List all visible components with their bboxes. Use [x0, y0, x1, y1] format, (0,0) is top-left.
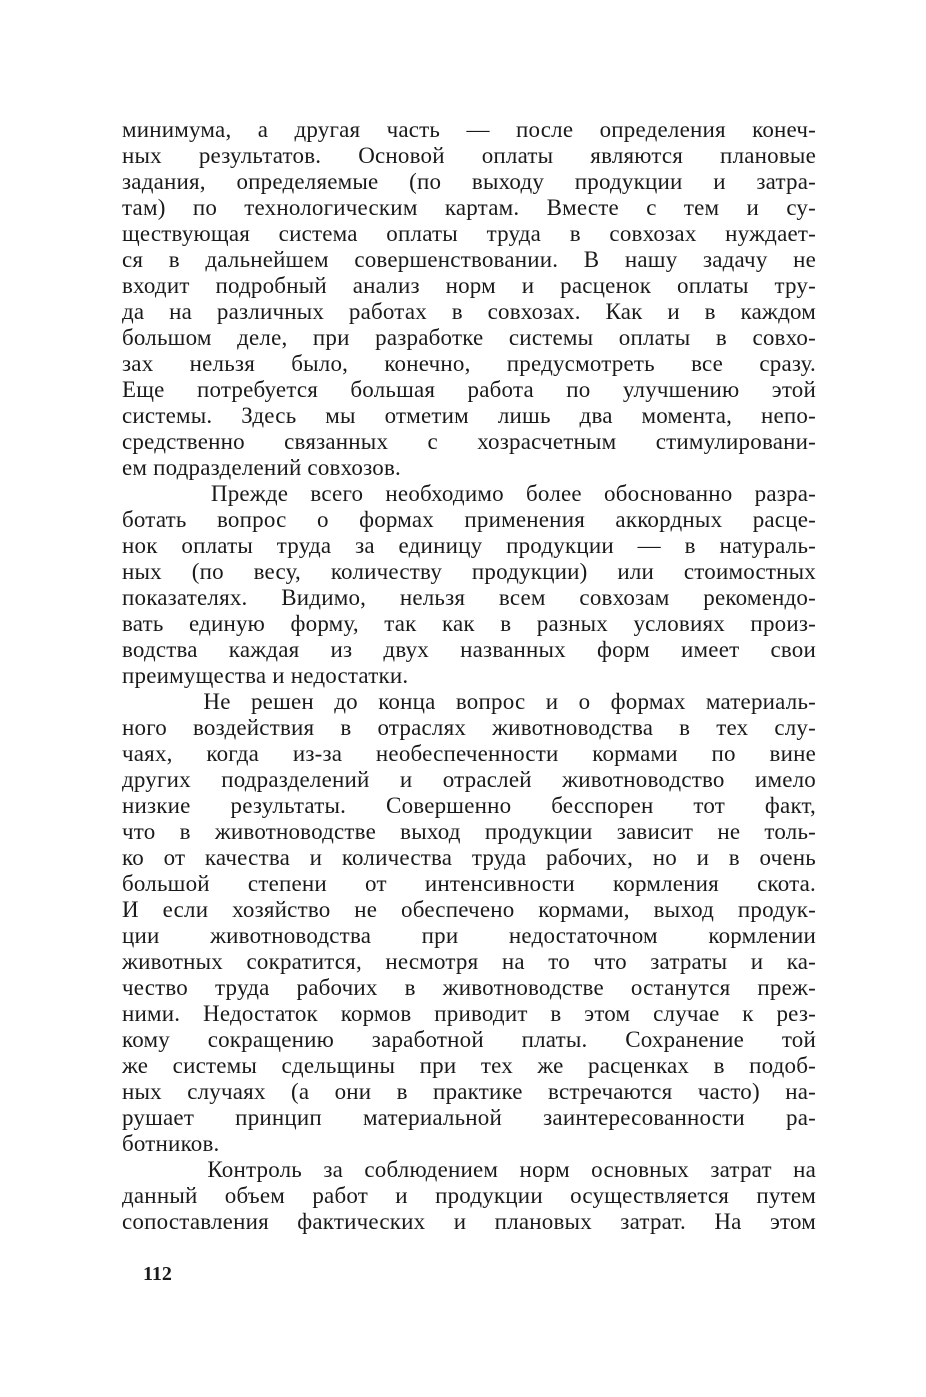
- text-line: данный объем работ и продукции осуществляется путем: [122, 1183, 816, 1208]
- text-line: ных случаях (а они в практике встречаются часто) на-: [122, 1079, 816, 1104]
- text-line: входит подробный анализ норм и расценок оплаты тру-: [122, 273, 816, 298]
- text-line: преимущества и недостатки.: [122, 663, 409, 688]
- text-line: Еще потребуется большая работа по улучшению этой: [122, 377, 816, 402]
- text-line: большой степени от интенсивности кормления скота.: [122, 871, 816, 896]
- text-line: чаях, когда из-за необеспеченности кормами по вине: [122, 741, 816, 766]
- text-line: большом деле, при разработке системы оплаты в совхо-: [122, 325, 816, 350]
- text-line: ботников.: [122, 1131, 220, 1156]
- text-line: ного воздействия в отраслях животноводства в тех слу-: [122, 715, 816, 740]
- text-line: низкие результаты. Совершенно бесспорен тот факт,: [122, 793, 816, 818]
- text-line: Не решен до конца вопрос и о формах материаль-: [122, 689, 816, 714]
- text-line: сопоставления фактических и плановых затрат. На этом: [122, 1209, 816, 1234]
- text-line: системы. Здесь мы отметим лишь два момента, непо-: [122, 403, 816, 428]
- text-line: ции животноводства при недостаточном кормлении: [122, 923, 816, 948]
- text-line: вать единую форму, так как в разных условиях произ-: [122, 611, 816, 636]
- text-line: нок оплаты труда за единицу продукции — в натураль-: [122, 533, 816, 558]
- text-line: ем подразделений совхозов.: [122, 455, 401, 480]
- text-line: ных (по весу, количеству продукции) или стоимостных: [122, 559, 816, 584]
- text-line: задания, определяемые (по выходу продукции и затра-: [122, 169, 816, 194]
- page-number: 112: [143, 1263, 172, 1285]
- text-line: ними. Недостаток кормов приводит в этом случае к рез-: [122, 1001, 816, 1026]
- text-line: да на различных работах в совхозах. Как и в каждом: [122, 299, 816, 324]
- text-line: рушает принцип материальной заинтересованности ра-: [122, 1105, 816, 1130]
- text-line: ко от качества и количества труда рабочих, но и в очень: [122, 845, 816, 870]
- body-text: [122, 117, 816, 1235]
- text-line: ществующая система оплаты труда в совхозах нуждает-: [122, 221, 816, 246]
- text-line: Контроль за соблюдением норм основных затрат на: [122, 1157, 816, 1182]
- text-line: Прежде всего необходимо более обоснованно разра-: [122, 481, 816, 506]
- text-line: ботать вопрос о формах применения аккордных расце-: [122, 507, 816, 532]
- text-line: минимума, а другая часть — после определения конеч-: [122, 117, 816, 142]
- text-line: что в животноводстве выход продукции зависит не толь-: [122, 819, 816, 844]
- text-line: других подразделений и отраслей животноводство имело: [122, 767, 816, 792]
- text-line: И если хозяйство не обеспечено кормами, выход продук-: [122, 897, 816, 922]
- text-line: зах нельзя было, конечно, предусмотреть все сразу.: [122, 351, 816, 376]
- text-line: же системы сдельщины при тех же расценках в подоб-: [122, 1053, 816, 1078]
- text-line: водства каждая из двух названных форм имеет свои: [122, 637, 816, 662]
- text-line: ся в дальнейшем совершенствовании. В нашу задачу не: [122, 247, 816, 272]
- text-line: средственно связанных с хозрасчетным стимулировани-: [122, 429, 816, 454]
- text-line: животных сократится, несмотря на то что затраты и ка-: [122, 949, 816, 974]
- text-line: ных результатов. Основой оплаты являются плановые: [122, 143, 816, 168]
- text-line: там) по технологическим картам. Вместе с тем и су-: [122, 195, 816, 220]
- text-line: кому сокращению заработной платы. Сохранение той: [122, 1027, 816, 1052]
- text-line: показателях. Видимо, нельзя всем совхозам рекомендо-: [122, 585, 816, 610]
- text-line: чество труда рабочих в животноводстве останутся преж-: [122, 975, 816, 1000]
